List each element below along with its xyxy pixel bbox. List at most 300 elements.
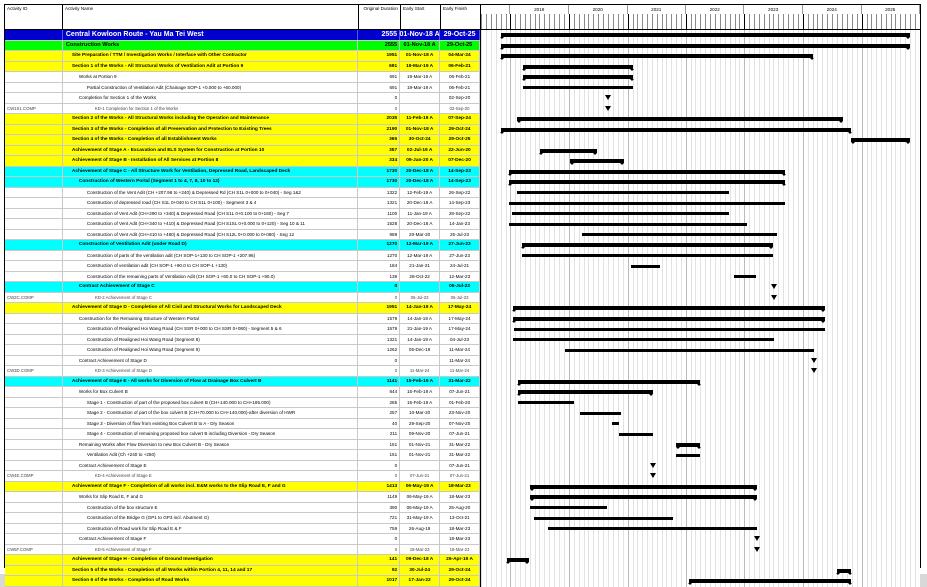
timescale-tick	[862, 14, 863, 29]
timescale-tick	[847, 14, 848, 29]
column-header-early-finish[interactable]: Early Finish	[441, 5, 481, 29]
bar-row	[481, 534, 920, 545]
column-header-activity-id[interactable]: Activity ID	[5, 5, 63, 29]
timescale-tick	[910, 14, 911, 29]
cell-early-start: 28-Oct-22	[400, 272, 440, 282]
cell-early-finish: 07-Nov-20	[440, 419, 480, 429]
summary-bar[interactable]	[530, 485, 756, 489]
timescale-tick	[662, 14, 663, 29]
cell-original-duration: 1321	[358, 335, 400, 345]
table-row[interactable]	[5, 251, 480, 262]
table-row[interactable]	[5, 356, 480, 367]
timescale-tick	[666, 14, 667, 29]
table-row[interactable]	[5, 419, 480, 430]
cell-activity-id	[5, 398, 63, 408]
milestone-marker[interactable]	[754, 547, 760, 552]
cell-activity-id: CW1S1.COMP	[5, 104, 63, 114]
summary-bar[interactable]	[518, 390, 653, 394]
timescale-tick	[905, 14, 906, 29]
cell-activity-name: Contract Achievement of Stage E	[63, 461, 358, 471]
timescale-tick	[783, 14, 784, 29]
cell-activity-id	[5, 146, 63, 156]
bar-row	[481, 356, 920, 367]
cell-activity-id	[5, 492, 63, 502]
task-bar[interactable]	[676, 454, 700, 457]
cell-original-duration: 759	[358, 524, 400, 534]
summary-bar[interactable]	[501, 33, 910, 37]
table-row[interactable]	[5, 209, 480, 220]
cell-activity-id: CW4E.COMP	[5, 471, 63, 481]
timescale-tick	[808, 14, 809, 29]
timescale-tick	[754, 14, 755, 29]
table-row[interactable]	[5, 72, 480, 83]
task-bar[interactable]	[512, 212, 729, 215]
cell-early-start: 06-Jul-23	[400, 293, 440, 303]
cell-early-start: 20-Mar-20	[400, 230, 440, 240]
cell-activity-name: Stage 1 - Construction of part of the proposed box culvert B (CH+140.000 to CH+185.000)	[63, 398, 358, 408]
milestone-marker[interactable]	[754, 536, 760, 541]
cell-original-duration: 1413	[358, 482, 400, 492]
table-row[interactable]	[5, 534, 480, 545]
cell-early-start	[400, 104, 440, 114]
table-row[interactable]	[5, 461, 480, 472]
table-row[interactable]	[5, 503, 480, 514]
cell-early-start: 20-Dec-18 A	[400, 167, 440, 177]
table-row[interactable]	[5, 366, 480, 377]
cell-original-duration: 2190	[358, 125, 400, 135]
table-row[interactable]	[5, 429, 480, 440]
table-row[interactable]	[5, 482, 480, 493]
cell-activity-name: Works for Slip Road E, F and G	[63, 492, 358, 502]
cell-activity-id	[5, 513, 63, 523]
cell-original-duration: 285	[358, 398, 400, 408]
cell-original-duration: 691	[358, 83, 400, 93]
cell-activity-name: Construction of Realigned Hoi Wang Road (Segment 9)	[63, 345, 358, 355]
timescale-tick	[871, 14, 872, 29]
cell-activity-id	[5, 30, 63, 40]
summary-bar[interactable]	[501, 44, 910, 48]
bar-row	[481, 576, 920, 587]
cell-original-duration: 0	[358, 534, 400, 544]
cell-early-finish: 27-Jun-23	[440, 251, 480, 261]
summary-bar[interactable]	[530, 495, 756, 499]
bar-row	[481, 93, 920, 104]
timescale-tick	[671, 14, 672, 29]
cell-early-start: 06-May-19 A	[400, 503, 440, 513]
cell-early-start: 06-May-19 A	[400, 482, 440, 492]
table-row[interactable]	[5, 177, 480, 188]
cell-original-duration: 40	[358, 419, 400, 429]
cell-activity-name: Construction of ventilation adit (CH SOP-1 +90.0 to CH SOP-1 +130)	[63, 261, 358, 271]
timescale-tick	[588, 14, 589, 29]
milestone-marker[interactable]	[650, 473, 656, 478]
table-body	[5, 30, 920, 587]
timescale-tick	[486, 14, 487, 29]
table-row[interactable]	[5, 377, 480, 388]
table-row[interactable]	[5, 555, 480, 566]
cell-original-duration: 844	[358, 387, 400, 397]
table-row[interactable]	[5, 545, 480, 556]
cell-activity-id	[5, 135, 63, 145]
timescale-tick	[837, 14, 838, 29]
cell-activity-name: Stage 3 - Diversion of flow from existing Box Culvert B to A - Dry Season	[63, 419, 358, 429]
table-row[interactable]	[5, 104, 480, 115]
cell-early-finish: 13-Oct-21	[440, 513, 480, 523]
cell-activity-name: Section 1 of the Works - All Structural Works of Ventilation Adit at Portion 9	[63, 62, 358, 72]
task-bar[interactable]	[631, 265, 660, 268]
cell-early-start: 31-May-19 A	[400, 513, 440, 523]
table-row[interactable]	[5, 41, 480, 52]
cell-activity-id	[5, 419, 63, 429]
table-row[interactable]	[5, 440, 480, 451]
timescale-tick	[544, 14, 545, 29]
cell-original-duration: 691	[358, 62, 400, 72]
cell-early-finish: 06-Feb-21	[440, 72, 480, 82]
timescale-tick	[574, 14, 575, 29]
cell-early-finish: 29-Oct-24	[440, 566, 480, 576]
cell-early-finish: 14-Sep-23	[440, 198, 480, 208]
milestone-marker[interactable]	[605, 106, 611, 111]
cell-early-start: 30-Jul-24	[400, 566, 440, 576]
task-bar[interactable]	[619, 433, 653, 436]
table-row[interactable]	[5, 51, 480, 62]
cell-early-start: 12-Feb-19 A	[400, 188, 440, 198]
summary-bar[interactable]	[837, 569, 852, 573]
cell-early-start: 01-Nov-18 A	[400, 51, 440, 61]
table-row[interactable]	[5, 293, 480, 304]
table-row[interactable]	[5, 314, 480, 325]
cell-activity-id	[5, 482, 63, 492]
bar-row	[481, 293, 920, 304]
milestone-marker[interactable]	[605, 95, 611, 100]
task-bar[interactable]	[513, 338, 774, 341]
timescale-tick	[603, 14, 604, 29]
table-row[interactable]	[5, 156, 480, 167]
cell-activity-id	[5, 566, 63, 576]
cell-activity-name: Achievement of Stage A - Excavation and ELS System for Construction at Portion 10	[63, 146, 358, 156]
table-row[interactable]	[5, 62, 480, 73]
table-row[interactable]	[5, 492, 480, 503]
cell-activity-name: Section 3 of the Works - Completion of all Preservation and Protection to Existing Trees	[63, 125, 358, 135]
cell-original-duration: 1579	[358, 314, 400, 324]
cell-activity-name: Construction of Vent Adit (CH+410 to +480) & Depressed Road (CH S12L 0+0.000 to 0+060) - Seg 12	[63, 230, 358, 240]
cell-activity-id: CW5F.COMP	[5, 545, 63, 555]
table-row[interactable]	[5, 398, 480, 409]
table-row[interactable]	[5, 387, 480, 398]
timescale-tick	[710, 14, 711, 29]
cell-early-finish: 06-Feb-21	[440, 83, 480, 93]
column-header-original-duration[interactable]: Original Duration	[359, 5, 401, 29]
summary-bar[interactable]	[513, 306, 825, 310]
summary-bar[interactable]	[509, 180, 786, 184]
timescale-tick	[735, 14, 736, 29]
cell-original-duration: 691	[358, 72, 400, 82]
cell-original-duration: 0	[358, 293, 400, 303]
cell-activity-name: Achievement of Stage F - Completion of all works incl. E&M works to the Slip Road E, F and G	[63, 482, 358, 492]
summary-bar[interactable]	[507, 558, 529, 562]
table-row[interactable]	[5, 272, 480, 283]
milestone-marker[interactable]	[811, 368, 817, 373]
task-bar[interactable]	[530, 506, 606, 509]
gantt-table	[4, 4, 921, 584]
timescale-tick	[501, 14, 502, 29]
cell-activity-id: CW3D.COMP	[5, 366, 63, 376]
cell-activity-id	[5, 72, 63, 82]
cell-early-start	[400, 282, 440, 292]
cell-early-start: 21-Jan-21	[400, 261, 440, 271]
table-row[interactable]	[5, 240, 480, 251]
cell-activity-id	[5, 83, 63, 93]
cell-activity-name: Central Kowloon Route - Yau Ma Tei West	[63, 30, 358, 40]
cell-original-duration: 141	[358, 555, 400, 565]
task-bar[interactable]	[509, 223, 747, 226]
cell-original-duration: 2555	[358, 30, 400, 40]
bar-row	[481, 188, 920, 199]
cell-early-start: 19-Mar-19 A	[400, 83, 440, 93]
timescale-tick	[554, 14, 555, 29]
cell-original-duration: 2035	[358, 114, 400, 124]
cell-early-start: 05-Dec-19	[400, 345, 440, 355]
task-bar[interactable]	[580, 412, 621, 415]
table-row[interactable]	[5, 324, 480, 335]
table-row[interactable]	[5, 408, 480, 419]
table-row[interactable]	[5, 198, 480, 209]
bar-row	[481, 156, 920, 167]
cell-early-start: 11-Feb-19 A	[400, 114, 440, 124]
bar-row	[481, 240, 920, 251]
cell-early-finish: 29-Oct-24	[440, 125, 480, 135]
cell-early-finish: 06-Jul-23	[440, 293, 480, 303]
task-bar[interactable]	[582, 233, 778, 236]
timescale-tick	[739, 14, 740, 29]
timescale-tick	[623, 14, 624, 29]
column-header-early-start[interactable]: Early Start	[401, 5, 441, 29]
task-bar[interactable]	[523, 86, 634, 89]
task-bar[interactable]	[514, 328, 825, 331]
milestone-marker[interactable]	[771, 284, 777, 289]
table-row[interactable]	[5, 188, 480, 199]
timescale-tick	[506, 14, 507, 29]
timescale-tick	[691, 14, 692, 29]
bar-row	[481, 450, 920, 461]
cell-activity-name: Achievement of Stage C - All Structure Work for Ventilation, Depressed Road, Landscaped Deck	[63, 167, 358, 177]
timescale-tick	[895, 14, 896, 29]
table-row[interactable]	[5, 167, 480, 178]
cell-activity-id	[5, 324, 63, 334]
table-row[interactable]	[5, 524, 480, 535]
bar-row	[481, 524, 920, 535]
summary-bar[interactable]	[509, 170, 786, 174]
bar-row	[481, 461, 920, 472]
table-row[interactable]	[5, 450, 480, 461]
cell-activity-name: Construction of the box structure E	[63, 503, 358, 513]
cell-original-duration: 0	[358, 104, 400, 114]
summary-bar[interactable]	[689, 579, 852, 583]
cell-activity-name: KD-5 Achievement of Stage F	[63, 545, 358, 555]
milestone-marker[interactable]	[771, 295, 777, 300]
table-row[interactable]	[5, 303, 480, 314]
cell-early-finish: 14-Jan-23	[440, 219, 480, 229]
timescale-tick	[744, 14, 745, 29]
cell-activity-id	[5, 576, 63, 586]
table-row[interactable]	[5, 566, 480, 577]
summary-bar[interactable]	[676, 443, 700, 447]
table-row[interactable]	[5, 471, 480, 482]
cell-activity-name: Construction of Vent Adit (CH+340 to +410) & Depressed Road (CH S1SL 0+0.000 to 0+120) - Seg 10 & 11	[63, 219, 358, 229]
cell-early-finish: 24-Jul-21	[440, 261, 480, 271]
cell-early-start: 20-Dec-18 A	[400, 198, 440, 208]
cell-early-finish: 11-Mar-24	[440, 345, 480, 355]
table-row[interactable]	[5, 135, 480, 146]
milestone-marker[interactable]	[811, 358, 817, 363]
table-row[interactable]	[5, 30, 480, 41]
timescale-tick	[876, 14, 877, 29]
cell-original-duration: 1321	[358, 198, 400, 208]
cell-original-duration: 151	[358, 450, 400, 460]
task-bar[interactable]	[565, 349, 815, 352]
task-bar[interactable]	[612, 422, 618, 425]
timescale-header	[481, 5, 920, 29]
timescale-tick	[584, 14, 585, 29]
task-bar[interactable]	[548, 527, 756, 530]
table-row[interactable]	[5, 146, 480, 157]
summary-bar[interactable]	[518, 380, 701, 384]
cell-activity-id: CW2C.COMP	[5, 293, 63, 303]
summary-bar[interactable]	[851, 138, 909, 142]
task-bar[interactable]	[518, 401, 574, 404]
summary-bar[interactable]	[517, 117, 843, 121]
timescale-tick	[730, 14, 731, 29]
cell-activity-name: Construction of the remaining parts of Ventilation Adit (CH SOP-1 +60.0 to CH SOP-1 +90.0)	[63, 272, 358, 282]
cell-early-finish: 07-Jun-21	[440, 461, 480, 471]
cell-early-finish: 26-Sep-22	[440, 188, 480, 198]
table-row[interactable]	[5, 261, 480, 272]
cell-original-duration: 92	[358, 566, 400, 576]
cell-activity-name: Section 2 of the Works - All Structural Works including the Operation and Maintenance	[63, 114, 358, 124]
bar-row	[481, 219, 920, 230]
cell-early-start: 06-May-19 A	[400, 492, 440, 502]
timescale-tick	[695, 14, 696, 29]
summary-bar[interactable]	[522, 243, 773, 247]
cell-early-start: 20-Dec-18 A	[400, 177, 440, 187]
cell-original-duration: 721	[358, 513, 400, 523]
cell-early-start	[400, 461, 440, 471]
timescale-tick	[798, 14, 799, 29]
bar-row	[481, 503, 920, 514]
cell-activity-id	[5, 534, 63, 544]
timescale-tick	[510, 14, 511, 29]
cell-activity-name: Remaining Works after Flow Diversion to new Box Culvert B - Dry Season	[63, 440, 358, 450]
table-row[interactable]	[5, 114, 480, 125]
summary-bar[interactable]	[523, 65, 634, 69]
summary-bar[interactable]	[570, 159, 623, 163]
table-row[interactable]	[5, 282, 480, 293]
summary-bar[interactable]	[501, 54, 813, 58]
column-header-activity-name[interactable]: Activity Name	[63, 5, 359, 29]
cell-activity-name: Works at Portion 9	[63, 72, 358, 82]
timescale-tick	[793, 14, 794, 29]
timescale-tick	[613, 14, 614, 29]
task-bar[interactable]	[509, 202, 786, 205]
bar-row	[481, 419, 920, 430]
cell-activity-name: KD-2 Achievement of Stage C	[63, 293, 358, 303]
task-bar[interactable]	[522, 254, 773, 257]
cell-activity-name: Achievement of Stage D - Completion of All Civil and Structural Works for Landscaped Deck	[63, 303, 358, 313]
timescale-tick	[564, 14, 565, 29]
bar-row	[481, 230, 920, 241]
bar-row	[481, 429, 920, 440]
task-bar[interactable]	[517, 191, 729, 194]
cell-early-start: 26-Aug-19	[400, 524, 440, 534]
bar-row	[481, 51, 920, 62]
milestone-marker[interactable]	[650, 463, 656, 468]
timescale-tick	[549, 14, 550, 29]
summary-bar[interactable]	[523, 75, 634, 79]
cell-activity-name: Section 6 of the Works - Completion of Road Works	[63, 576, 358, 586]
timescale-tick	[778, 14, 779, 29]
table-row[interactable]	[5, 93, 480, 104]
table-row[interactable]	[5, 513, 480, 524]
table-row[interactable]	[5, 576, 480, 587]
summary-bar[interactable]	[501, 128, 852, 132]
timescale-tick	[900, 14, 901, 29]
bar-area[interactable]	[481, 30, 920, 587]
cell-activity-id	[5, 387, 63, 397]
bar-row	[481, 114, 920, 125]
timescale-tick	[535, 14, 536, 29]
cell-activity-id	[5, 93, 63, 103]
cell-activity-id	[5, 555, 63, 565]
cell-early-finish: 29-Oct-25	[440, 135, 480, 145]
cell-early-finish: 18-Mar-23	[440, 545, 480, 555]
timescale-year-label	[481, 5, 510, 14]
cell-activity-id	[5, 209, 63, 219]
cell-early-start: 09-Jan-20 A	[400, 156, 440, 166]
table-row[interactable]	[5, 125, 480, 136]
timescale-tick	[520, 14, 521, 29]
cell-original-duration: 1951	[358, 51, 400, 61]
cell-early-finish: 29-Oct-25	[440, 30, 480, 40]
cell-original-duration: 2555	[358, 41, 400, 51]
cell-early-finish: 02-Sep-20	[440, 104, 480, 114]
cell-activity-name: Stage 2 - Construction of part of the box culvert B (CH+70.000 to CH+140.000)-after diversion of HWR	[63, 408, 358, 418]
summary-bar[interactable]	[540, 149, 597, 153]
task-bar[interactable]	[534, 517, 673, 520]
timescale-tick	[593, 14, 594, 29]
table-row[interactable]	[5, 345, 480, 356]
timescale-tick	[857, 14, 858, 29]
timescale-tick	[481, 14, 482, 29]
cell-original-duration: 334	[358, 156, 400, 166]
task-bar[interactable]	[734, 275, 756, 278]
table-row[interactable]	[5, 219, 480, 230]
timescale-tick	[817, 14, 818, 29]
table-row[interactable]	[5, 335, 480, 346]
cell-activity-name: Construction of depressed road (CH S1L 0+040 to CH S1L 0+100) - Segment 3 & 4	[63, 198, 358, 208]
summary-bar[interactable]	[513, 317, 825, 321]
table-row[interactable]	[5, 230, 480, 241]
timescale-year-label: 2019	[510, 5, 568, 14]
cell-early-finish: 31-Mar-22	[440, 377, 480, 387]
cell-activity-name: Achievement of Stage B - Installation of All Services at Portion 8	[63, 156, 358, 166]
table-row[interactable]	[5, 83, 480, 94]
cell-early-start: 14-Jan-19 A	[400, 303, 440, 313]
timescale-tick	[715, 14, 716, 29]
cell-original-duration: 0	[358, 471, 400, 481]
cell-early-start	[400, 93, 440, 103]
bar-row	[481, 177, 920, 188]
timescale-year-label: 2024	[803, 5, 862, 14]
